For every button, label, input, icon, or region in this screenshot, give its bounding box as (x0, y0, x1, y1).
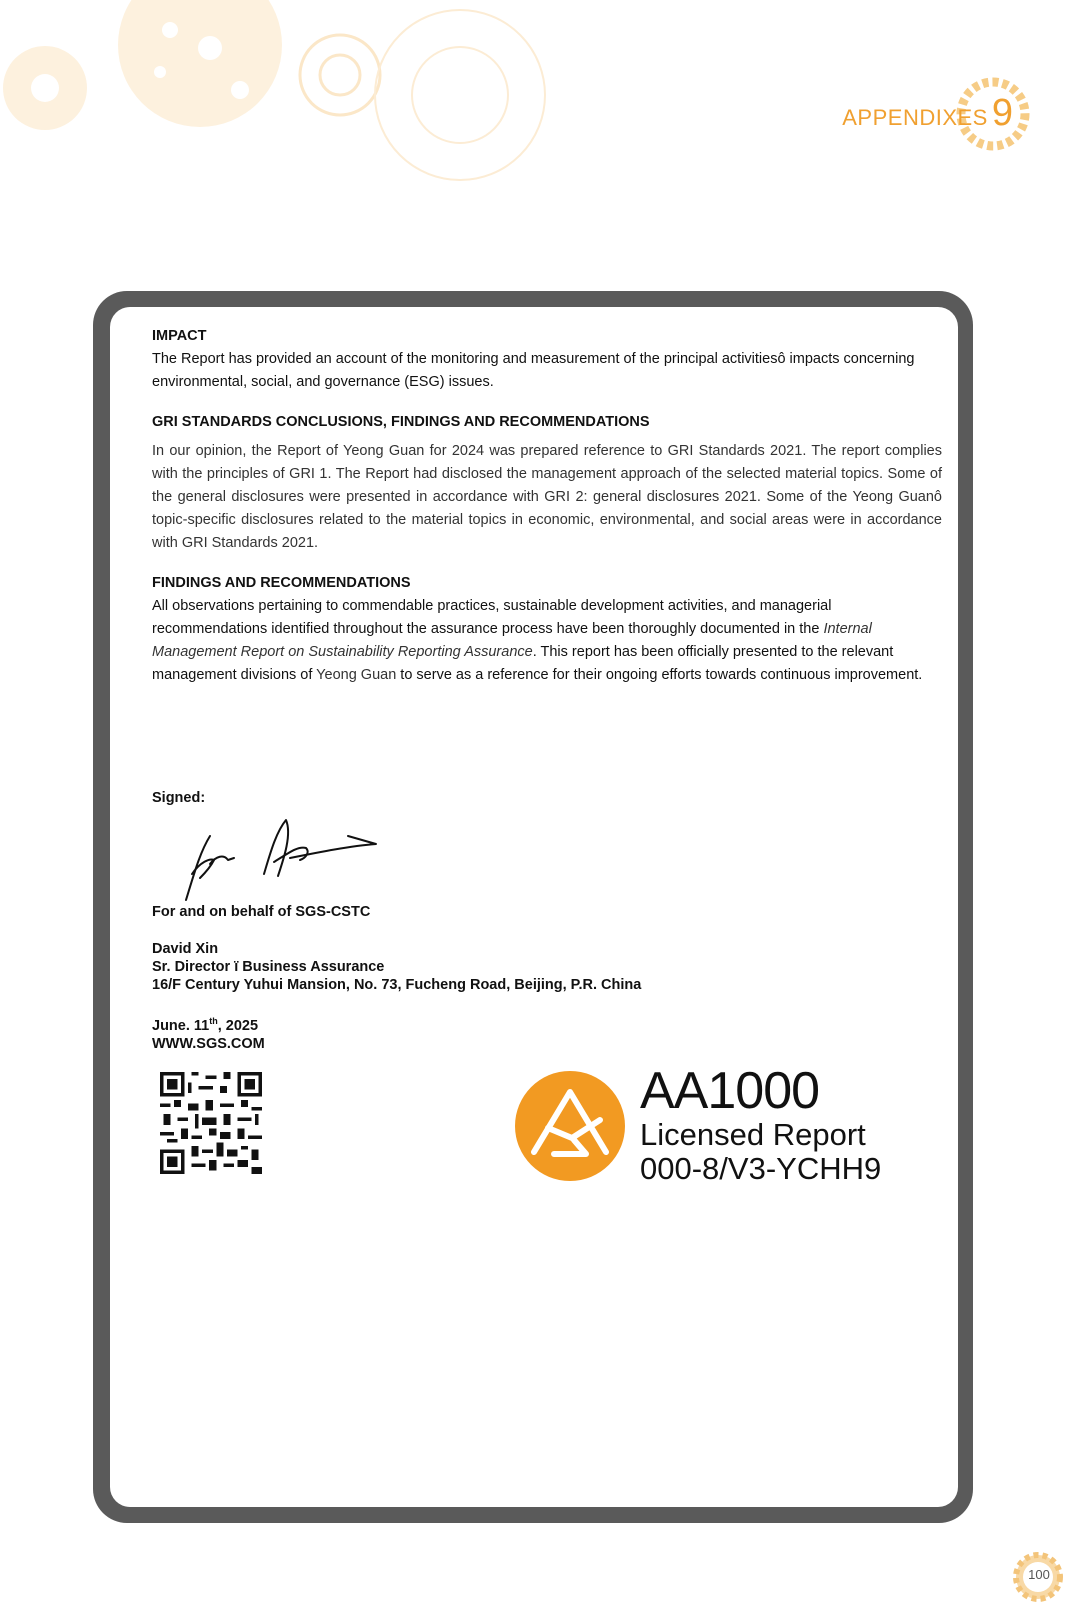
date-suffix-sup: th (209, 1016, 218, 1026)
document-body (152, 328, 942, 707)
decorative-gears-icon (0, 0, 620, 190)
findings-heading: FINDINGS AND RECOMMENDATIONS (152, 575, 411, 591)
page-number: 100 (1028, 1567, 1050, 1582)
date-block (152, 1012, 265, 1053)
findings-company: Yeong Guan (316, 667, 397, 683)
aa1000-code: 000-8/V3-YCHH9 (640, 1151, 882, 1186)
signatory-name: David Xin (152, 941, 219, 957)
impact-text: The Report has provided an account of the monitoring and measurement of the principal activitiesô impacts concerning environmental, social, and governance (ESG) issues. (152, 351, 915, 390)
gri-heading: GRI STANDARDS CONCLUSIONS, FINDINGS AND RECOMMENDATIONS (152, 414, 650, 430)
section-number: 9 (991, 92, 1013, 134)
qr-code-icon (160, 1072, 262, 1174)
section-tag (842, 92, 1013, 135)
date-prefix: June. 11 (152, 1017, 210, 1034)
findings-report-title: Internal Management Report on Sustainability Reporting Assurance (152, 621, 872, 660)
signatory-address: 16/F Century Yuhui Mansion, No. 73, Fucheng Road, Beijing, P.R. China (152, 977, 642, 993)
signed-label: Signed: (152, 790, 206, 806)
signatory-title: Sr. Director ï Business Assurance (152, 959, 385, 975)
findings-section (152, 575, 942, 687)
website-link[interactable]: WWW.SGS.COM (152, 1035, 265, 1052)
signature-icon (180, 814, 390, 904)
impact-heading: IMPACT (152, 328, 207, 344)
aa1000-logo-icon (514, 1070, 626, 1182)
findings-text (152, 595, 942, 687)
aa1000-license (640, 1064, 881, 1186)
date-year: , 2025 (217, 1017, 259, 1034)
signatory-block (152, 940, 641, 994)
aa1000-title: AA1000 (640, 1062, 820, 1120)
gri-text: In our opinion, the Report of Yeong Guan for 2024 was prepared reference to GRI Standards 2021. The report complies with the principles of GRI 1. The Report had disclosed the management approach of the selected material topics. Some of the general disclosures were presented in accordance with GRI 2: general disclosures 2021. Some of the Yeong Guanô topic-specific disclosures related to the material topics in economic, environmental, and social areas were in accordance with GRI Standards 2021. (152, 443, 942, 551)
on-behalf-line: For and on behalf of SGS-CSTC (152, 904, 371, 920)
aa1000-subtitle: Licensed Report (640, 1117, 866, 1152)
findings-text-part2: . This report has been officially presented to the relevant management divisions of (152, 644, 894, 683)
signoff-date (152, 1012, 265, 1035)
impact-section (152, 328, 942, 394)
findings-text-part1: All observations pertaining to commendable practices, sustainable development activities, and managerial recommendations identified throughout the assurance process have been thoroughly documented in the (152, 598, 832, 637)
gri-section (152, 414, 942, 555)
findings-text-part3: to serve as a reference for their ongoing efforts towards continuous improvement. (396, 667, 923, 683)
aa1000-logo-disc (515, 1071, 625, 1181)
section-word: APPENDIXES (842, 105, 988, 130)
